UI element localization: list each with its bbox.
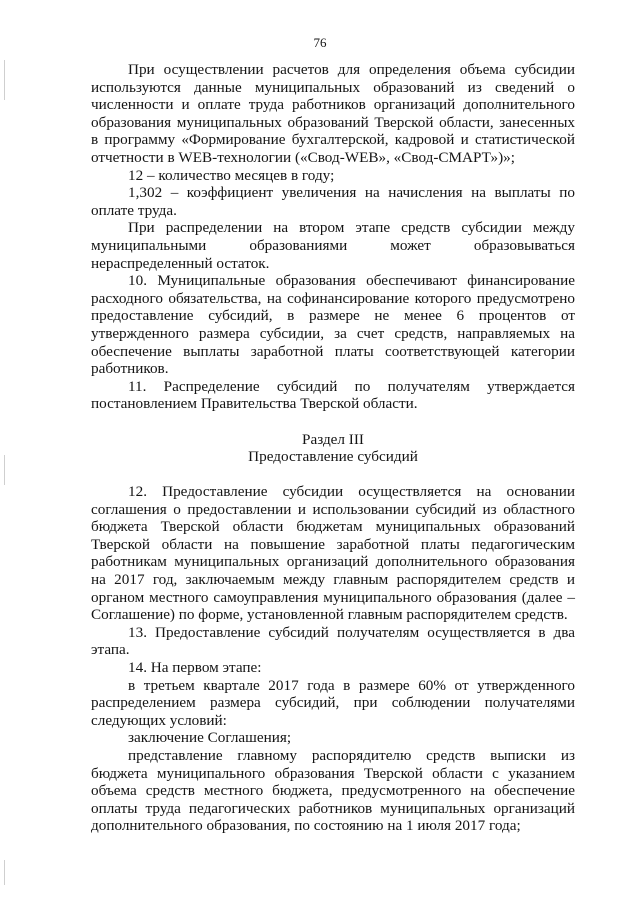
- paragraph: 11. Распределение субсидий по получателям утверждается постановлением Правительства Тверской области.: [91, 377, 575, 413]
- paragraph: заключение Соглашения;: [128, 729, 292, 747]
- paragraph: в третьем квартале 2017 года в размере 60% от утвержденного распределением размера субсидий, при соблюдении получателями следующих условий:: [91, 676, 575, 729]
- paragraph: При осуществлении расчетов для определения объема субсидии используются данные муниципальных образований из сведений о численности и оплате труда работников организаций дополнительного образования муниципальных образований Тверской области, занесенных в программу «Формирование бухгалтерской, кадровой и статистической отчетности в WEB-технологии («Свод-WEB», «Свод-СМАРТ»)»;: [91, 61, 575, 166]
- paragraph: 12. Предоставление субсидии осуществляется на основании соглашения о предоставлении и использовании субсидий из областного бюджета Тверской области бюджетам муниципальных образований Тверской области на повышение заработной платы педагогическим работникам муниципальных организаций дополнительного образования на 2017 год, заключаемым между главным распорядителем средств и органом местного самоуправления муниципального образования (далее – Соглашение) по форме, установленной главным распорядителем средств.: [91, 483, 575, 624]
- paragraph: 14. На первом этапе:: [128, 659, 262, 676]
- scan-edge-mark: [4, 860, 5, 885]
- paragraph: При распределении на втором этапе средств субсидии между муниципальными образованиями может образовываться нераспределенный остаток.: [91, 219, 575, 272]
- paragraph: 13. Предоставление субсидий получателям осуществляется в два этапа.: [91, 623, 575, 659]
- page-number: 76: [313, 35, 327, 50]
- section-number: Раздел III: [302, 430, 364, 448]
- document-body: [91, 61, 575, 835]
- paragraph: 10. Муниципальные образования обеспечивают финансирование расходного обязательства, на софинансирование которого предусмотрено предоставление субсидий, в размере не менее 6 процентов от утвержденного размера субсидии, за счет средств, направляемых на обеспечение выплаты заработной платы соответствующей категории работников.: [91, 272, 575, 378]
- section-title: Предоставление субсидий: [248, 448, 418, 466]
- scan-edge-mark: [4, 60, 5, 100]
- paragraph: представление главному распорядителю средств выписки из бюджета муниципального образования Тверской области с указанием объема средств местного бюджета, предусмотренного на обеспечение оплаты труда педагогических работников муниципальных организаций дополнительного образования, по состоянию на 1 июля 2017 года;: [91, 746, 575, 835]
- scan-edge-mark: [4, 455, 5, 485]
- paragraph: 12 – количество месяцев в году;: [128, 166, 335, 184]
- paragraph: 1,302 – коэффициент увеличения на начисления на выплаты по оплате труда.: [91, 184, 575, 219]
